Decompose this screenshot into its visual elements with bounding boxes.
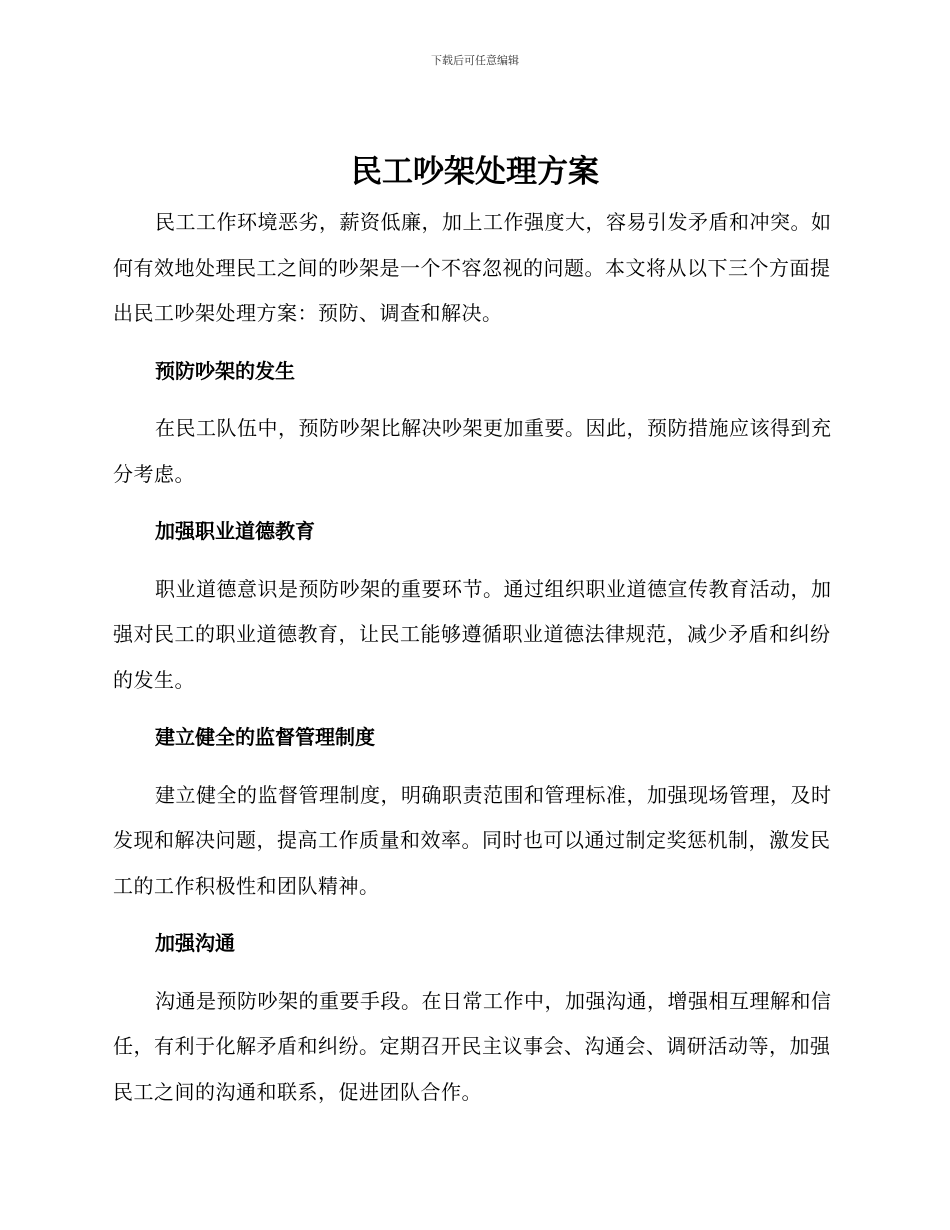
section-body-prevention: 在民工队伍中，预防吵架比解决吵架更加重要。因此，预防措施应该得到充分考虑。 — [113, 416, 832, 486]
document-body — [113, 200, 835, 1127]
intro-paragraph: 民工工作环境恶劣，薪资低廉，加上工作强度大，容易引发矛盾和冲突。如何有效地处理民工之间的吵架是一个不容忽视的问题。本文将从以下三个方面提出民工吵架处理方案：预防、调查和解决。 — [113, 210, 832, 325]
document-title: 民工吵架处理方案 — [351, 154, 599, 190]
section-body-supervision: 建立健全的监督管理制度，明确职责范围和管理标准，加强现场管理，及时发现和解决问题，提高工作质量和效率。同时也可以通过制定奖惩机制，激发民工的工作积极性和团队精神。 — [113, 782, 832, 898]
section-heading-ethics-education: 加强职业道德教育 — [155, 519, 315, 543]
section-heading-prevention: 预防吵架的发生 — [155, 358, 295, 383]
section-heading-supervision: 建立健全的监督管理制度 — [155, 725, 375, 749]
header-note: 下载后可任意编辑 — [431, 54, 519, 67]
section-body-communication: 沟通是预防吵架的重要手段。在日常工作中，加强沟通，增强相互理解和信任，有利于化解矛盾和纠纷。定期召开民主议事会、沟通会、调研活动等，加强民工之间的沟通和联系，促进团队合作。 — [113, 988, 832, 1104]
section-body-ethics-education: 职业道德意识是预防吵架的重要环节。通过组织职业道德宣传教育活动，加强对民工的职业道德教育，让民工能够遵循职业道德法律规范，减少矛盾和纠纷的发生。 — [113, 576, 832, 692]
section-heading-communication: 加强沟通 — [155, 931, 235, 955]
